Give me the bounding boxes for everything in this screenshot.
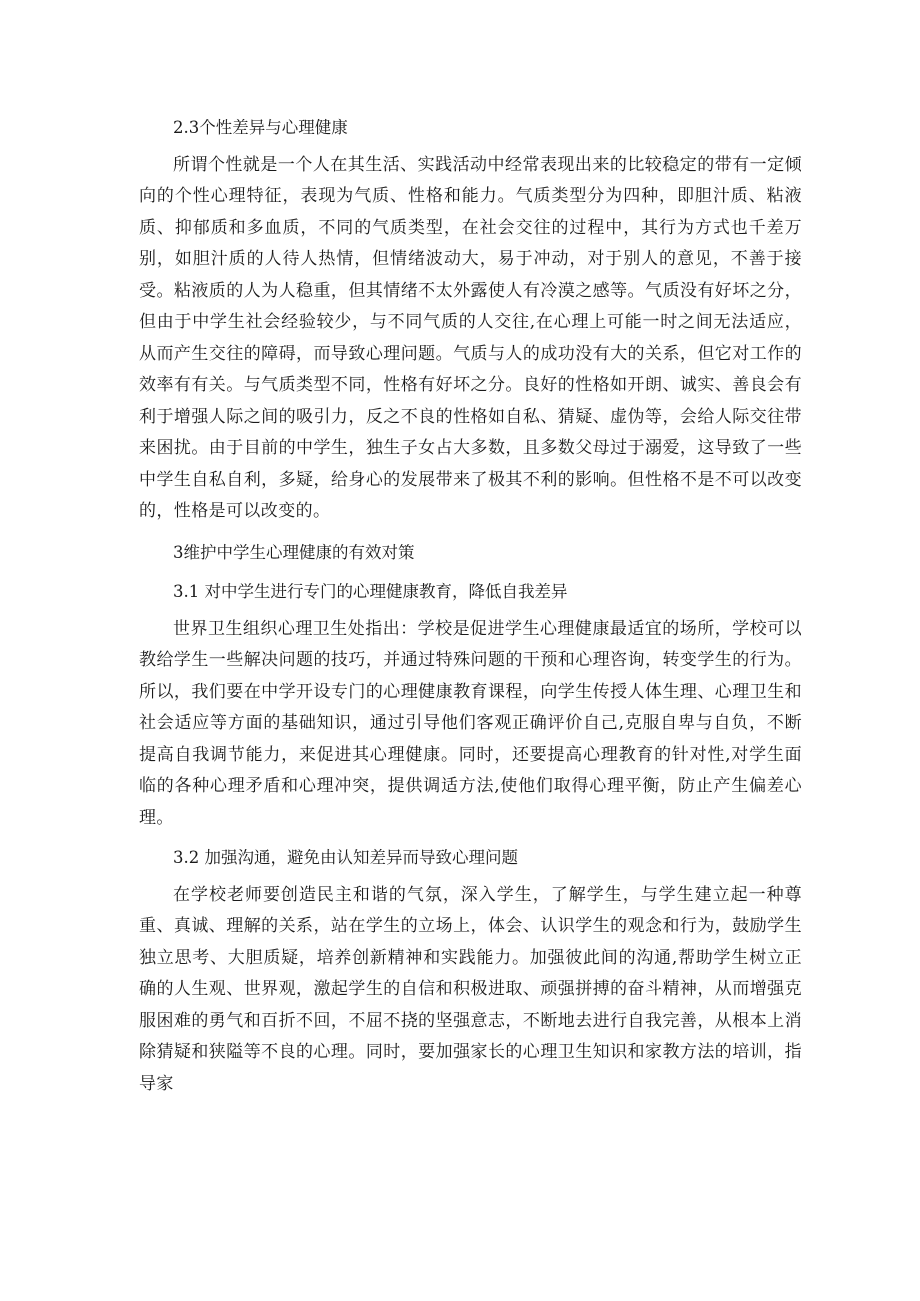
section-2-3 [139, 112, 802, 528]
section-3-2 [139, 842, 802, 1100]
body-paragraph: 在学校老师要创造民主和谐的气氛，深入学生，了解学生，与学生建立起一种尊重、真诚、理解的关系，站在学生的立场上，体会、认识学生的观念和行为，鼓励学生独立思考、大胆质疑，培养创新精神和实践能力。加强彼此间的沟通,帮助学生树立正确的人生观、世界观，激起学生的自信和积极进取、顽强拼搏的奋斗精神，从而增强克服困难的勇气和百折不回，不屈不挠的坚强意志，不断地去进行自我完善，从根本上消除猜疑和狭隘等不良的心理。同时，要加强家长的心理卫生知识和家教方法的培训，指导家 [139, 884, 802, 1094]
document-body [139, 112, 802, 1100]
section-heading: 3.1 对中学生进行专门的心理健康教育，降低自我差异 [173, 582, 568, 601]
section-3 [139, 537, 802, 569]
section-3-1 [139, 576, 802, 834]
section-heading: 3维护中学生心理健康的有效对策 [173, 542, 415, 562]
section-heading: 2.3个性差异与心理健康 [173, 118, 348, 137]
section-heading: 3.2 加强沟通，避免由认知差异而导致心理问题 [173, 848, 518, 867]
body-paragraph: 所谓个性就是一个人在其生活、实践活动中经常表现出来的比较稳定的带有一定倾向的个性心理特征，表现为气质、性格和能力。气质类型分为四种，即胆汁质、粘液质、抑郁质和多血质，不同的气质类型，在社会交往的过程中，其行为方式也千差万别，如胆汁质的人待人热情，但情绪波动大，易于冲动，对于别人的意见，不善于接受。粘液质的人为人稳重，但其情绪不太外露使人有冷漠之感等。气质没有好坏之分，但由于中学生社会经验较少，与不同气质的人交往,在心理上可能一时之间无法适应，从而产生交往的障碍，而导致心理问题。气质与人的成功没有大的关系，但它对工作的效率有有关。与气质类型不同，性格有好坏之分。良好的性格如开朗、诚实、善良会有利于增强人际之间的吸引力，反之不良的性格如自私、猜疑、虚伪等，会给人际交往带来困扰。由于目前的中学生，独生子女占大多数，且多数父母过于溺爱，这导致了一些中学生自私自利，多疑，给身心的发展带来了极其不利的影响。但性格不是不可以改变的，性格是可以改变的。 [139, 154, 802, 521]
body-paragraph: 世界卫生组织心理卫生处指出：学校是促进学生心理健康最适宜的场所，学校可以教给学生一些解决问题的技巧，并通过特殊问题的干预和心理咨询，转变学生的行为。所以，我们要在中学开设专门的心理健康教育课程，向学生传授人体生理、心理卫生和社会适应等方面的基础知识，通过引导他们客观正确评价自己,克服自卑与自负，不断提高自我调节能力，来促进其心理健康。同时，还要提高心理教育的针对性,对学生面临的各种心理矛盾和心理冲突，提供调适方法,使他们取得心理平衡，防止产生偏差心理。 [139, 618, 802, 828]
